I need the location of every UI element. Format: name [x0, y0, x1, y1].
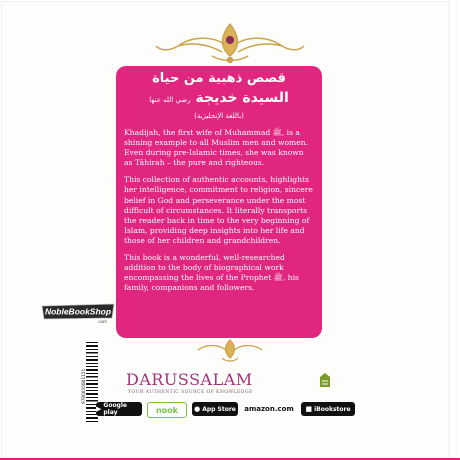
- blurb-paragraph-1: Khadijah, the first wife of Muhammad ﷺ, is a shining example to all Muslim men and women. Even during pre-Islamic times, she was known as Tâhirah – the pure and righteous.: [124, 128, 309, 168]
- arabic-title-line1: قصص ذهبية من حياة: [152, 71, 286, 86]
- ibookstore-label: iBookstore: [314, 405, 351, 413]
- store-badges: [96, 402, 358, 418]
- noblebookshop-domain: .com: [97, 319, 107, 324]
- blurb-paragraph-2: This collection of authentic accounts, highlights her intelligence, commitment to religion, sincere belief in God and perseverance under the most difficult of circumstances. It literally transports the reader back in time to the very beginning of Islam, providing deep insights into her life and those of her children and grandchildren.: [124, 175, 313, 245]
- nook-label: nook: [155, 405, 178, 415]
- publisher-name: DARUSSALAM: [126, 370, 253, 389]
- app-store-label: App Store: [202, 405, 236, 413]
- arabic-honorific: رضي الله عنها: [149, 96, 191, 104]
- ibookstore-badge[interactable]: [301, 402, 355, 416]
- spine-edge: [448, 0, 458, 460]
- google-play-label: Google play: [103, 402, 127, 416]
- isbn-text: [82, 394, 87, 404]
- blurb-paragraph-3: This book is a wonderful, well-researched addition to the body of biographical work encompassing the lives of the Prophet ﷺ, his family, companions and followers.: [124, 253, 299, 293]
- blurb-text: [124, 128, 314, 300]
- noblebookshop-logo: [40, 302, 116, 324]
- ibooks-icon: ■: [305, 405, 313, 413]
- apple-icon: ●: [194, 405, 201, 413]
- play-store-icon: ▶: [96, 405, 102, 413]
- isbn-number: [88, 342, 98, 404]
- arabic-title-name: السيدة خديجة: [195, 90, 289, 106]
- nook-badge[interactable]: [147, 402, 187, 418]
- amazon-label: amazon.com: [244, 405, 294, 413]
- app-store-badge[interactable]: [192, 402, 238, 416]
- google-play-badge[interactable]: [96, 402, 142, 416]
- noblebookshop-watermark: [40, 302, 116, 324]
- top-ornament: [152, 16, 308, 66]
- publisher-tagline: YOUR AUTHENTIC SOURCE OF KNOWLEDGE: [128, 390, 253, 395]
- bottom-ornament: [194, 336, 266, 364]
- darussalam-logo-icon: [318, 372, 332, 388]
- arabic-title-line2: [116, 90, 322, 106]
- noblebookshop-name: NobleBookShop: [44, 306, 112, 317]
- arabic-language-note: (باللغة الإنجليزية): [194, 112, 244, 120]
- amazon-badge[interactable]: [243, 402, 295, 416]
